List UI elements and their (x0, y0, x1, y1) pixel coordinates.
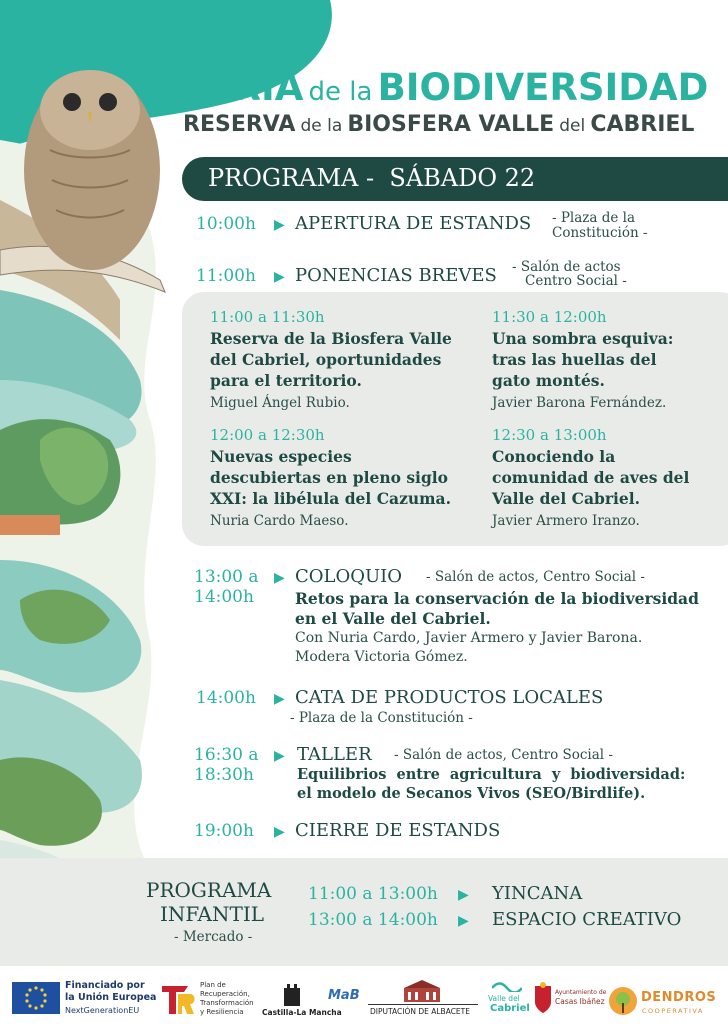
arrow-icon: ▶ (458, 887, 469, 903)
tree-icon (608, 986, 638, 1016)
coloquio-detail-2: Modera Victoria Gómez. (295, 649, 468, 665)
clm-text: Castilla-La Mancha (262, 1008, 342, 1017)
talk-time: 11:30 a 12:00h (492, 308, 607, 326)
taller-subtitle-1: Equilibrios entre agricultura y biodiversidad: (297, 766, 686, 783)
title-biodiversidad: BIODIVERSIDAD (377, 66, 709, 109)
valle-text-1: Valle del (488, 994, 520, 1003)
castle-icon (282, 980, 302, 1006)
taller-title: TALLER (297, 744, 372, 765)
taller-time-2: 18:30h (194, 765, 254, 785)
prtr-text-4: y Resiliencia (200, 1008, 244, 1016)
talk-title-line: gato montés. (492, 371, 605, 390)
coloquio-subtitle-2: en el Valle del Cabriel. (295, 609, 491, 628)
talk-title-line: tras las huellas del (492, 350, 657, 369)
title-feria: FERIA (182, 66, 304, 109)
arrow-icon: ▶ (458, 913, 469, 929)
talk-title (492, 446, 728, 509)
cata-time: 14:00h (196, 688, 256, 708)
casas-text-1: Ayuntamiento de (555, 989, 607, 996)
kids-item-time: 13:00 a 14:00h (308, 910, 438, 930)
talk-time: 12:00 a 12:30h (210, 426, 325, 444)
taller-location: - Salón de actos, Centro Social - (394, 747, 613, 763)
eu-text-2: la Unión Europea (65, 992, 157, 1003)
talk-title-line: del Cabriel, oportunidades (210, 350, 442, 369)
owl-head (40, 70, 140, 150)
coloquio-detail-1: Con Nuria Cardo, Javier Armero y Javier Barona. (295, 630, 643, 646)
diputacion-text: DIPUTACIÓN DE ALBACETE (370, 1007, 470, 1016)
talk-title (492, 328, 728, 391)
wave-icon (492, 982, 522, 992)
building-icon (402, 980, 442, 1002)
talk-card-2 (492, 308, 728, 411)
kids-item-title: YINCANA (492, 883, 583, 904)
apertura-location-2: Constitución - (552, 225, 648, 241)
kids-item-time: 11:00 a 13:00h (308, 884, 438, 904)
arrow-icon: ▶ (274, 570, 285, 586)
prtr-logo (160, 980, 260, 1020)
talk-title-line: para el territorio. (210, 371, 362, 390)
owl-eye-left (63, 93, 81, 111)
event-title (182, 66, 708, 109)
casas-text-2: Casas Ibáñez (555, 997, 605, 1006)
subtitle-biosfera: BIOSFERA VALLE (347, 112, 555, 137)
coloquio-subtitle-1: Retos para la conservación de la biodiversidad (295, 589, 699, 608)
dendros-logo (608, 980, 724, 1020)
kids-heading-2: INFANTIL (160, 902, 265, 926)
prtr-text-1: Plan de (200, 981, 226, 989)
eu-logo (12, 980, 157, 1020)
talk-speaker: Miguel Ángel Rubio. (210, 395, 350, 411)
talk-speaker: Nuria Cardo Maeso. (210, 513, 349, 529)
prtr-text-3: Transformación (200, 999, 254, 1007)
mab-text: MaB (328, 988, 360, 1003)
talk-speaker: Javier Barona Fernández. (492, 395, 667, 411)
cata-location: - Plaza de la Constitución - (290, 710, 473, 726)
cata-title: CATA DE PRODUCTOS LOCALES (295, 687, 604, 708)
arrow-icon: ▶ (274, 748, 285, 764)
program-banner-text: PROGRAMA - SÁBADO 22 (208, 164, 536, 192)
talk-time: 11:00 a 11:30h (210, 308, 325, 326)
owl-eye-right (99, 93, 117, 111)
talk-title-line: descubiertas en pleno siglo (210, 468, 449, 487)
talk-title-line: Reserva de la Biosfera Valle (210, 329, 452, 348)
mab-logo (328, 980, 360, 1020)
prtr-text-2: Recuperación, (200, 990, 250, 998)
subtitle-reserva: RESERVA (183, 112, 296, 137)
coloquio-time-2: 14:00h (194, 587, 254, 607)
talk-title-line: Valle del Cabriel. (492, 489, 641, 508)
talk-card-1 (210, 308, 480, 411)
talk-title-line: Una sombra esquiva: (492, 329, 674, 348)
cierre-title: CIERRE DE ESTANDS (295, 820, 501, 841)
arrow-icon: ▶ (274, 824, 285, 840)
apertura-title: APERTURA DE ESTANDS (295, 213, 532, 234)
ponencias-time: 11:00h (196, 266, 256, 286)
kids-item-title: ESPACIO CREATIVO (492, 909, 682, 930)
eu-text-1: Financiado por (65, 980, 145, 991)
cierre-time: 19:00h (194, 821, 254, 841)
arrow-icon: ▶ (274, 691, 285, 707)
diputacion-logo (368, 980, 480, 1020)
coloquio-location: - Salón de actos, Centro Social - (426, 569, 645, 585)
talk-title-line: Conociendo la (492, 447, 616, 466)
dendros-text-1: DENDROS (641, 990, 717, 1005)
subtitle-de-la: de la (300, 116, 343, 136)
talk-title-line: comunidad de aves del (492, 468, 690, 487)
prtr-icon (160, 982, 196, 1016)
eu-flag-icon (12, 982, 60, 1014)
coloquio-time-1: 13:00 a (194, 567, 259, 587)
arrow-icon: ▶ (274, 269, 285, 285)
arrow-icon: ▶ (274, 217, 285, 233)
coloquio-title: COLOQUIO (295, 566, 403, 587)
talk-title (210, 446, 480, 509)
clm-logo (262, 980, 342, 1020)
subtitle-cabriel: CABRIEL (590, 112, 695, 137)
taller-subtitle-2: el modelo de Secanos Vivos (SEO/Birdlife). (297, 785, 646, 802)
title-de-la: de la (308, 77, 373, 107)
divider (368, 1004, 478, 1005)
talk-title (210, 328, 480, 391)
taller-time-1: 16:30 a (194, 745, 259, 765)
kids-location: - Mercado - (174, 929, 253, 945)
kids-heading-1: PROGRAMA (146, 878, 272, 902)
talk-card-3 (210, 426, 480, 529)
roof-shape (0, 515, 60, 535)
apertura-time: 10:00h (196, 214, 256, 234)
talk-card-4 (492, 426, 728, 529)
casas-ibanez-logo (534, 980, 607, 1020)
talk-time: 12:30 a 13:00h (492, 426, 607, 444)
ponencias-title: PONENCIAS BREVES (295, 265, 497, 286)
talk-speaker: Javier Armero Iranzo. (492, 513, 640, 529)
talk-title-line: XXI: la libélula del Cazuma. (210, 489, 451, 508)
valle-cabriel-logo (488, 980, 528, 1020)
talk-title-line: Nuevas especies (210, 447, 352, 466)
shield-icon (534, 982, 552, 1014)
valle-text-2: Cabriel (490, 1003, 530, 1014)
schedule-item-apertura (196, 214, 256, 234)
dendros-text-2: COOPERATIVA (642, 1007, 704, 1015)
program-banner (182, 157, 728, 201)
ponencias-location-1: - Salón de actos (512, 259, 621, 275)
eu-text-3: NextGenerationEU (65, 1006, 140, 1015)
ponencias-location-2: Centro Social - (525, 273, 627, 289)
event-subtitle (183, 112, 694, 137)
subtitle-del: del (559, 116, 586, 136)
apertura-location-1: - Plaza de la (552, 210, 636, 226)
